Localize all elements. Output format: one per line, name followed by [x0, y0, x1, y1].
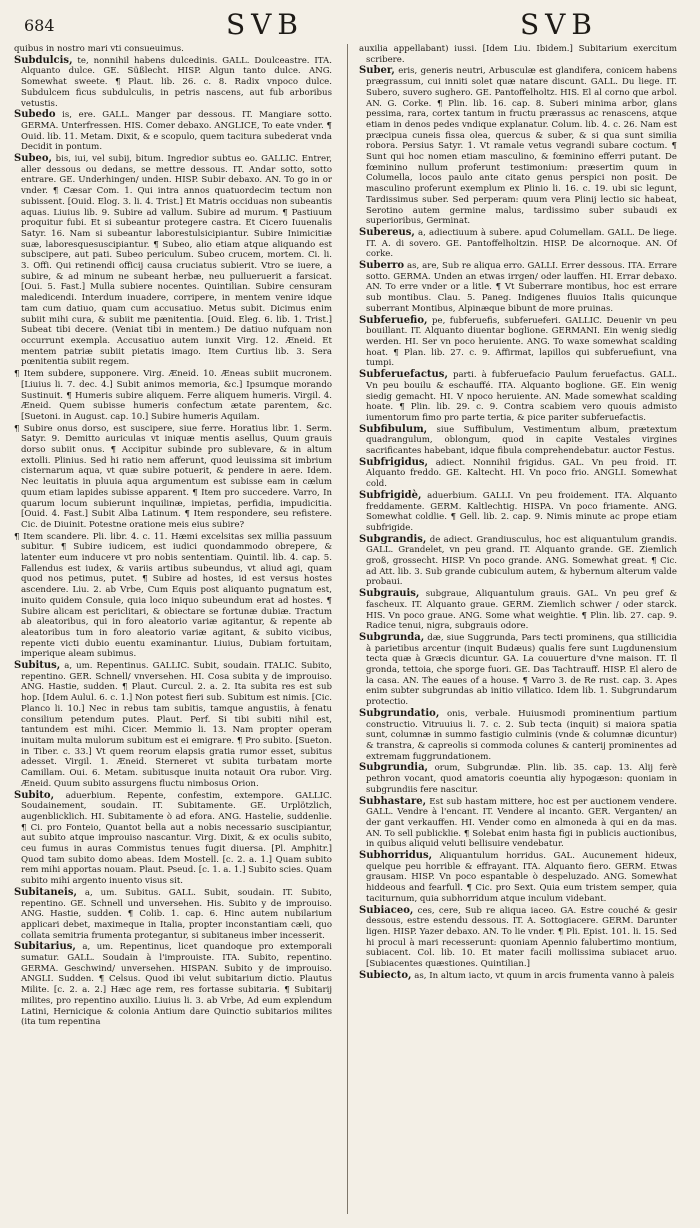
dictionary-entry — [14, 110, 332, 153]
entry-headword: Subiaceo, — [359, 904, 414, 916]
entry-headword: Subgrauis, — [359, 588, 420, 600]
entry-text: Aliquantulum horridus. GAL. Aucunement hideux, quelque peu horrible & effrayant. ITA. Alquanto fiero. GERM. Etwas grausam. HISP. Vn poco espantable ò despeluzado. ANG. Somewhat hiddeous and fearfull. ¶ Cic. pro Sext. Quia eum tristem semper, quia taciturnum, quia subhorridum atque inculum videbant. — [366, 851, 677, 904]
dictionary-entry — [359, 633, 677, 708]
entry-headword: Subitaneis, — [14, 886, 77, 898]
entry-text: aduerbium. GALLI. Vn peu froidement. ITA. Alquanto freddamente. GERM. Kaltlechtig. HISPA. Vn poco friamente. ANG. Somewhat coldlie. ¶ Gell. lib. 2. cap. 9. Nimis minute ac prope etiam subfrigide. — [366, 490, 677, 533]
entry-text: dæ, siue Suggrunda, Pars tecti prominens, qua stillicidia à parietibus arcentur (inquit Budæus) qualis fere sunt Lugdunensium tecta quæ à Græcis dicuntur. GA. La couuerture d'vne maison. IT. Il gronda, tettoia, che sporge fuori. GE. Das Tachtrauff. HISP. El alero de la casa. AN. The eaues of a house. ¶ Varro 3. de Re rust. cap. 3. Apes enim subter subgrundas ab initio villatico. Idem lib. 1. Subgrundarum protectio. — [366, 632, 677, 708]
entry-text: as, In altum iacto, vt quum in arcis frumenta vanno à paleis — [414, 970, 675, 981]
dictionary-entry — [359, 44, 677, 65]
entry-headword: Subgrundia, — [359, 762, 429, 774]
entry-headword: Subereus, — [359, 226, 415, 238]
dictionary-entry — [359, 425, 677, 457]
entry-text: as, are, Sub re aliqua erro. GALLI. Errer dessous. ITA. Errare sotto. GERMA. Unden an etwas irrgen/ oder lauffen. HI. Errar debaxo. AN. To erre vnder or a litle. ¶ Vt Suberrare montibus, hoc est errare sub montibus. Clau. 5. Paneg. Indigenes fluuios Italis quicunque suberrant Montibus, Alpinæque bibunt de more pruinas. — [366, 261, 677, 314]
dictionary-entry — [359, 906, 677, 970]
entry-headword: Subfibulum, — [359, 423, 428, 435]
dictionary-entry — [359, 763, 677, 795]
entry-text: orum, Subgrundæ. Plin. lib. 35. cap. 13. Alij ferè pethron vocant, quod amatoris coeuntia aliy hypogæson: quoniam in subgrundiis fere nascitur. — [366, 763, 677, 795]
entry-text: onis, verbale. Huiusmodi prominentium partium constructio. Vitruuius li. 7. c. 2. Sub tecta (inquit) si maiora spatia sunt, columnæ in summo fastigio culminis (vnde & columnæ dicuntur) & transtra, & capreolis si commoda colunes & canterij prominentes ad extremam fuggrundationem. — [366, 708, 677, 762]
entry-text: Est sub hastam mittere, hoc est per auctionem vendere. GALL. Vendre à l'encant. IT. Vendere al incanto. GER. Verganten/ an der gant verkauffen. HI. Vender como en almoneda à qui en da mas. AN. To sell publicklie. ¶ Solebat enim hasta figi in publicis auctionibus, in quibus aliquid veluti bellisuire vendebatur. — [366, 796, 677, 850]
entry-headword: Suber, — [359, 65, 395, 77]
dictionary-entry — [359, 589, 677, 632]
entry-headword: Subhorridus, — [359, 850, 433, 862]
entry-text: auxilia appellabant) iussi. [Idem Liu. Ibidem.] Subitarium exercitum scribere. — [359, 44, 677, 65]
dictionary-entry — [359, 491, 677, 534]
dictionary-entry — [359, 228, 677, 260]
entry-text: is, ere. GALL. Manger par dessous. IT. Mangiare sotto. GERMA. Unterfressen. HIS. Comer debaxo. ANGLICE, To eate vnder. ¶ Ouid. lib. 11. Metam. Dixit, & e scopulo, quem tacitura subederat vnda Decidit in pontum. — [21, 110, 332, 153]
entry-text: eris, generis neutri, Arbusculæ est glandifera, conicem habens prægrassum, cui inniti solet quæ natare discunt. GALL. Du liege. IT. Subero, suvero sughero. GE. Pantoffelholtz. HIS. El al corno que arbol. AN. G. Corke. ¶ Plin. lib. 16. cap. 8. Suberi minima arbor, glans pessima, rara, cortex tantum in fructu prærassus ac renascens, atque etiam in denos pedes vndique explanatur. Colum. lib. 4. c. 26. Nam est præcipua cuneis fissa olea, quercus & suber, & si qua sunt similia robora. Persius Satyr. 1. Vt ramale vetus vegrandi subare coctum. ¶ Sunt qui hoc nomen etiam masculino, & fœminino efferri putant. De fœminino nullum proferunt testimonium: præsertim quum in Columella, locos paulo ante citato genus perspici non posit. De masculino proferunt exemplum ex Plinio li. 16. c. 19. ubi sic legunt, Tardissimus suber. Sed perperam: quum vera Plinij lectio sic habeat, Serotino autem germine malus, tardissimo suber subaudi ex superioribus, Germinat. — [366, 66, 677, 227]
dictionary-entry — [359, 458, 677, 490]
entry-text: de adiect. Grandiusculus, hoc est aliquantulum grandis. GALL. Grandelet, vn peu grand. IT. Alquanto grande. GE. Ziemlich groß, grossecht. HISP. Vn poco grande. ANG. Somewhat great. ¶ Cic. ad Att. lib. 3. Sub grande cubiculum autem, & hybernum alterum valde probaui. — [366, 534, 677, 588]
dictionary-entry — [359, 370, 677, 424]
dictionary-entry — [14, 369, 332, 423]
dictionary-entry — [359, 316, 677, 370]
entry-text: subgraue, Aliquantulum grauis. GAL. Vn peu gref & fascheux. IT. Alquanto graue. GERM. Ziemlich schwer / oder starck. HIS. Vn poco graue. ANG. Some what weightie. ¶ Plin. lib. 27. cap. 9. Radice tenui, nigra, subgrauis odore. — [366, 589, 677, 632]
dictionary-entry — [359, 851, 677, 905]
entry-headword: Subitarius, — [14, 941, 76, 953]
entry-headword: Subitus, — [14, 660, 61, 672]
column-divider — [347, 44, 348, 1214]
dictionary-entry — [14, 791, 332, 887]
entry-text: pe, fubferuefis, subferueferi. GALLIC. Deuenir vn peu bouillant. IT. Alquanto diuentar boglione. GERMANI. Ein wenig siedig werden. HI. Ser vn poco heruiente. ANG. To waxe somewhat scalding hoat. ¶ Plan. lib. 27. c. 9. Affirmat, lapillos qui subferuefiunt, vna tumpi. — [366, 315, 677, 369]
dictionary-entry — [14, 56, 332, 110]
entry-headword: Subferuefio, — [359, 314, 428, 326]
dictionary-entry — [14, 44, 332, 55]
entry-text: ¶ Item scandere. Pli. libr. 4. c. 11. Hæmi excelsitas sex millia passuum subitur. ¶ Subire iudicem, est iudici quondammodo obrepere, & latenter eum inducere vt pro nobis sententiam. Quintil. lib. 4. cap. 5. Fallendus est iudex, & variis artibus subeundus, vt aliud agi, quam quod nos petimus, putet. ¶ Subire ad hostes, id est versus hostes ascendere. Liu. 2. ab Vrbe, Cum Equis post aliquanto pugnatum est, inuito quidem Consule, quia loco iniquo subeundum erat ad hostes. ¶ Subire alicam est periclitari, & obiectare se fortunæ dubiæ. Tractum ab aleatoribus, qui in foro aleatorio variæ agitantur, & repente ab aleatoribus tum in foro aleatorio variæ agitant, & subito vicibus, repente victi dubio euentu examinantur. Liuius, Dubiam fortuitam, imperique aleam subimus. — [14, 531, 332, 660]
entry-text: bis, iui, vel subij, bitum. Ingredior subtus eo. GALLIC. Entrer, aller dessous ou dedans, se mettre dessous. IT. Andar sotto, sotto entrare. GE. Underhingen/ unden. HISP. Subir debaxo. AN. To go in or vnder. ¶ Cæsar Com. 1. Qui intra annos quatuordecim tectum non subissent. [Ouid. Elog. 3. li. 4. Trist.] Et Matris occiduas non subeantis aquas. Liuius lib. 9. Subire ad vallum. Subire ad murum. ¶ Pastiuum proquitur fubi. Et si subeantur protegere castra. Et Cicero Iuuenalis Satyr. 16. Nam si subeantur laborestulsicipiantur. Subire Inimicitiæ suæ, laboresquesuscipiantur. ¶ Subeo, alio etiam atque aliquando est subscipere, aut pati. Subeo periculum. Subeo crucem, mortem. Ci. li. 3. Offi. Qui retinendi officij causa cruciatus subierit. Vtro se iuere, a subire, & ad minum ne subeant herbæ, neu pullueruerit a farsicat. [Oui. 5. Fast.] Mulla subiere nocentes. Quintilian. Subire censuram maledicendi. Interdum inuadere, corripere, in mentem venire idque tam cum datiuo, quam cum accusatiuo. Metus subit. Dicimus enim subiit mihi cura, & subiit me pænitentia. [Ouid. Eleg. 6. lib. 1. Trist.] Subeat tibi decere. (Veniat tibi in mentem.) De datiuo nufquam non occurrunt exempla. Accusatiuo autem iunxit Virg. 12. Æneid. Et mentem patriæ subiit pietatis imago. Item Curtius lib. 3. Sera pœnitentia subiit regem. — [21, 154, 332, 368]
entry-text: ¶ Item subdere, supponere. Virg. Æneid. 10. Æneas subiit mucronem. [Liuius li. 7. dec. 4.] Subit animos memoria, &c.] Ipsumque morando Sustinuit. ¶ Humeris subire aliquem. Ferre aliquem humeris. Virgil. 4. Æneid. Quem subisse humeris confectum ætate parentem, &c. [Suetoni. in August. cap. 10.] Subire humeris Aquilam. — [14, 369, 332, 422]
dictionary-entry — [359, 66, 677, 227]
entry-text: adiect. Nonnihil frigidus. GAL. Vn peu froid. IT. Alquanto freddo. GE. Kaltecht. HI. Vn poco frio. ANGLI. Somewhat cold. — [366, 457, 677, 490]
dictionary-entry — [14, 532, 332, 660]
entry-text: siue Suffibulum, Vestimentum album, prætextum quadrangulum, oblongum, quod in capite Vestales virgines sacrificantes habebant, idque fibula comprehendebatur. auctor Festus. — [366, 424, 677, 457]
entry-text: a, um. Subitus. GALL. Subit, soudain. IT. Subito, repentino. GE. Schnell und unversehen. His. Subito y de improuiso. ANG. Hastie, sudden. ¶ Colib. 1. cap. 6. Hinc autem nubilarium applicari debet, maximeque in Italia, propter inconstantiam cæli, quo collata semitria frumenta protegantur, si subitaneus imber incesserit. — [21, 887, 332, 941]
dictionary-entry — [14, 888, 332, 942]
entry-headword: Subferuefactus, — [359, 369, 448, 381]
dictionary-entry — [359, 261, 677, 315]
entry-headword: Subedo — [14, 109, 56, 121]
entry-text: a, um. Repentinus. GALLIC. Subit, soudain. ITALIC. Subito, repentino. GER. Schnell/ vnversehen. HI. Cosa subita y de improuiso. ANG. Hastie, sudden. ¶ Plaut. Curcul. 2. a. 2. Ita subita res est sub hop. [Idem Aulul. 6. c. 1.] Non potest fieri sub. Subitum est nimis. [Cic. Planco li. 10.] Nec in rebus tam subitis, tamque angustiis, à fenatu consilium petendum putes. Plaut. Perf. Si tibi subiti nihil est, tantundem est mihi. Cicer. Memmio li. 13. Nam propter operam inuitam multa mulorum subitum est ei emigrare. ¶ Pro subito. [Sueton. in Tiber. c. 33.] Vt quem reorum elapsis gratia rumor esset, subitus adesset. Virgil. 1. Æneid. Sterneret vt subita turbatam morte Camillam. Oui. 6. Metam. subitusque inuita notauit Ora rubor. Virg. Æneid. Quum subito assurgens fluctu nimbosus Orion. — [21, 661, 332, 789]
left-column — [14, 44, 332, 1214]
dictionary-entry — [359, 971, 677, 982]
entry-headword: Subito, — [14, 789, 55, 801]
entry-text: a, um. Repentinus, licet quandoque pro extemporali sumatur. GALL. Soudain à l'improuiste. ITA. Subito, repentino. GERMA. Geschwind/ unversehen. HISPAN. Subito y de improuiso. ANGLI. Sudden. ¶ Celsus. Quod ibi velut subitarium dictio. Plautus Milite. [c. 2. a. 2.] Hæc age rem, res fortasse subitaria. ¶ Subitarij milites, pro repentino auxilio. Liuius li. 3. ab Vrbe, Ad eum explendum Latini, Hernicique & colonia Antium dare Quinctio subitarios milites (ita tum repentina — [21, 942, 332, 1028]
running-head-right: SVB — [520, 8, 598, 41]
text-columns — [14, 44, 686, 1214]
entry-text: a, adiectiuum à subere. apud Columellam. GALL. De liege. IT. A. di sovero. GE. Pantoffelholtzin. HISP. De alcornoque. AN. Of corke. — [366, 227, 677, 260]
dictionary-entry — [14, 942, 332, 1028]
entry-headword: Subfrigidè, — [359, 489, 422, 501]
entry-headword: Subiecto, — [359, 969, 412, 981]
entry-headword: Subhastare, — [359, 795, 427, 807]
entry-headword: Suberro — [359, 260, 405, 272]
dictionary-entry — [359, 709, 677, 763]
entry-text: ces, cere, Sub re aliqua iaceo. GA. Estre couché & gesir dessous, estre estendu dessous. IT. A. Sottogiacere. GERM. Darunter ligen. HISP. Yazer debaxo. AN. To lie vnder. ¶ Pli. Epist. 101. li. 15. Sed hi procul à mari recesserunt: quoniam Apennio falubertimo montium, subiacent. Col. lib. 10. Et mater facili mollissima subiacet aruo. [Subiacentes quæstiones. Quintilian.] — [366, 905, 677, 970]
dictionary-entry — [14, 661, 332, 789]
entry-headword: Subgrundatio, — [359, 707, 440, 719]
entry-text: parti. à fubferuefacio Paulum feruefactus. GALL. Vn peu bouilu & eschauffé. ITA. Alquanto boglione. GE. Ein wenig siedig gemacht. HI. V npoco heruiente. AN. Made somewhat scalding hoate. ¶ Plin. lib. 29. c. 9. Contra scabiem vero quouis admisto iumentorum fimo pro parte tertia, & pice pariter subferuefactis. — [366, 370, 677, 423]
entry-headword: Subeo, — [14, 153, 52, 165]
entry-headword: Subdulcis, — [14, 54, 73, 66]
dictionary-entry — [14, 154, 332, 368]
entry-headword: Subgrandis, — [359, 533, 427, 545]
entry-text: quibus in nostro mari vti consueuimus. — [14, 44, 184, 54]
dictionary-entry — [359, 535, 677, 589]
right-column — [359, 44, 677, 1214]
entry-text: aduerbium. Repente, confestim, extempore. GALLIC. Soudainement, soudain. IT. Subitamente. GE. Urplötzlich, augenblicklich. HI. Subitamente ò ad efora. ANG. Hastelie, suddenlie. ¶ Ci. pro Fonteio, Quantot bella aut a nobis necessario suscipiantur, aut subito atque improuiso nascantur. Virg. Dixit, & ex oculis subito, ceu fumus in auras Commistus tenues fugit diuersa. [Pl. Amphitr.] Quod tam subito domo abeas. Idem Mostell. [c. 2. a. 1.] Quam subito rem mihi apportas nouam. Plaut. Pseud. [c. 1. a. 1.] Subito scies. Quam subito mihi argento inuento visus sit. — [21, 790, 332, 887]
dictionary-entry — [359, 797, 677, 851]
page-header — [0, 8, 700, 42]
dictionary-entry — [14, 424, 332, 531]
running-head-left: SVB — [226, 8, 304, 41]
entry-headword: Subgrunda, — [359, 631, 425, 643]
entry-headword: Subfrigidus, — [359, 456, 429, 468]
entry-text: te, nonnihil habens dulcedinis. GALL. Doulceastre. ITA. Alquanto dulce. GE. Süßlecht. HISP. Algun tanto dulce. ANG. Somewhat sweete. ¶ Plaut. lib. 26. c. 8. Radix vnpoco dulce. Subdulcem ficus subdulculis, in petris nascens, aut fub arboribus vetustis. — [21, 55, 332, 109]
page-number: 684 — [24, 16, 55, 35]
entry-text: ¶ Subire onus dorso, est suscipere, siue ferre. Horatius libr. 1. Serm. Satyr. 9. Demitto auriculas vt iniquæ mentis asellus, Quum grauis dorso subiit onus. ¶ Accipitur subinde pro sublevare, & in altum extolli. Plinius. Sed hi ratio nem afferunt, quod leuissima sit imbrium cisternarum aqua, vt quæ subire potuerit, & pendere in aere. Idem. Nec leuitatis in pluuia aqua argumentum est subisse eam in cælum quum etiam lapides subisse apparent. ¶ Item pro succedere. Varro, In quarum locum subierunt inquilinæ, impietas, perfidia, impudicitia. [Ouid. 4. Fast.] Subit Alba Latinum. ¶ Item respondere, seu refistere. Cic. de Diuinit. Potestne oratione meis eius subire? — [14, 423, 332, 530]
